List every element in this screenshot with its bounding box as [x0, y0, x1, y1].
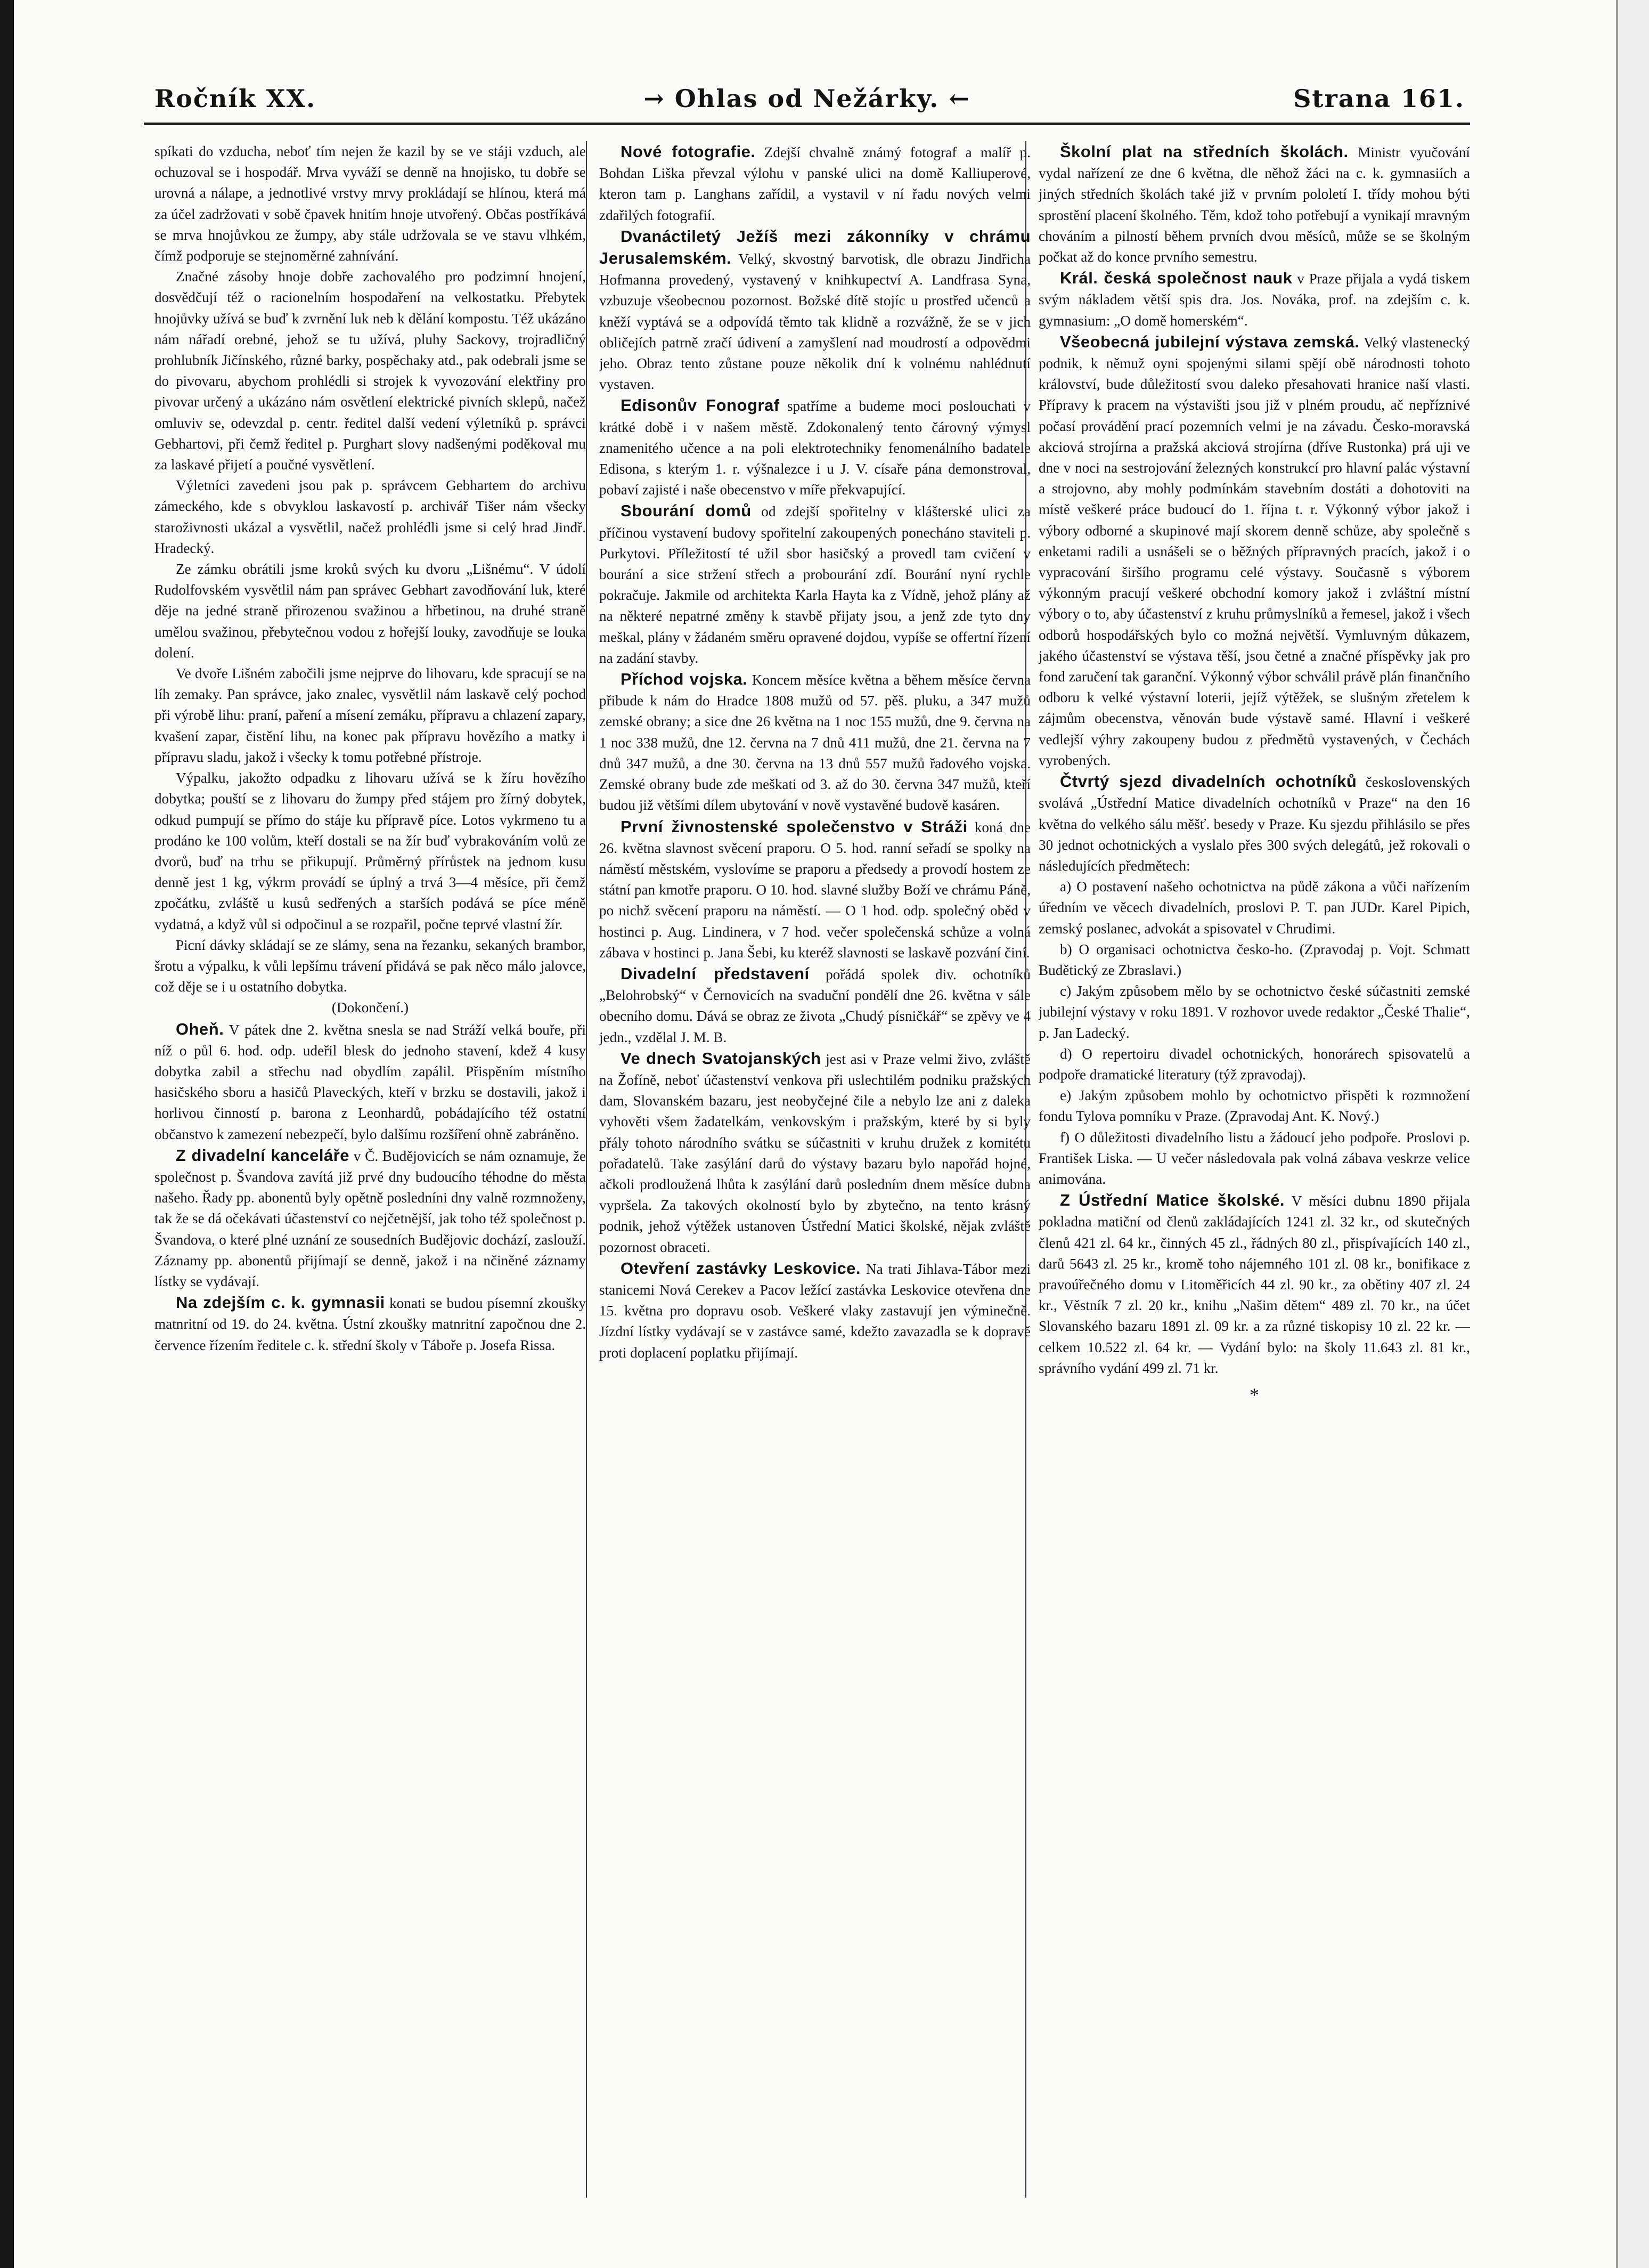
article-text: spíkati do vzducha, neboť tím nejen že kazil by se ve stáji vzduch, ale ochuzoval se i hospodář. Mrva vyváží se denně na hnojisko, tu dobře se urovná a nálape, a jednotlivé vrstvy mrvy prokládají se hlínou, která má za účel zadržovati v sobě čpavek hnitím hnoje utvořený. Občas postříkává se mrva hnojůvkou ze žumpy, aby stále udržovala se ve stavu vlhkém, čímž podporuje se stejnoměrné zahnívání. — [154, 143, 586, 264]
article-text: Na trati Jihlava-Tábor mezi stanicemi Nová Cerekev a Pacov ležící zastávka Leskovice otevřena dne 15. května pro dopravu osob. Veškeré vlaky zastavují jen výminečně. Jízdní lístky vydávají se v zastávce samé, kdežto zavazadla se k dopravě proti doplacení poplatku přijímají. — [599, 1261, 1031, 1361]
volume-label: Ročník XX. — [154, 84, 316, 113]
article-text: konati se budou písemní zkoušky matnritní od 19. do 24. května. Ústní zkoušky matnritní započnou dne 2. července řízením ředitele c. k. střední školy v Táboře p. Josefa Rissa. — [154, 1295, 586, 1353]
article-paragraph — [1039, 981, 1470, 1044]
article-text: jest asi v Praze velmi živo, zvláště na Žofíně, neboť účastenství venkova při uslechtilém podniku pražských dam, Slovanském bazaru, jest neobyčejné čile a nebylo lze ani z daleka vyhověti všem žadatelkám, venkovským i pražským, které by si byly přály tohoto národního svátku se súčastniti v kruhu družek z komitétu pořadatelů. Take zasýlání darů do výstavy bazaru bylo napořád hojné, ačkoli prodloužená lhůta k zasýlání darů posledním dnem měsíce dubna vypršela. Za takových okolností bylo by zbytečno, na tento krásný podnik, jehož výtěžek ustanoven Ústřední Matici školské, nějak zvláště pozornost obraceti. — [599, 1051, 1031, 1255]
header-rule — [144, 123, 1470, 125]
article-paragraph — [154, 266, 586, 475]
article-paragraph — [599, 226, 1031, 395]
article-headline: Na zdejším c. k. gymnasii — [176, 1293, 385, 1312]
article-text: Velký vlastenecký podnik, k němuž oyni spojenými silami spějí obě národnosti tohoto království, bude důležitostí svou daleko přesahovati hranice naší vlasti. Přípravy k pracem na výstavišti jsou již v plném proudu, ač nepříznivé počasí provádění prací pozemních velmi je na závadu. Česko-moravská akciová strojírna a pražská akciová strojírna (dříve Rustonka) prá uji ve dne v noci na sestrojování železných konstrukcí pro hlavní palác výstavní a strojovno, aby mohly podmínkám stavebním dostáti a dohotoviti na místě veškeré práce budoucí do 1. října t. r. Výkonný výbor jakož i výbory odborné a skupinové mají skorem denně schůze, aby společně s enketami radili a usnášeli se o běžných přípravných pracích, jakož i o vypracování širšího programu celé výstavy. Současně s výborem výkonným pracují veškeré obchodní komory jakož i zvláštní místní výbory o to, aby účastenství z kruhu průmyslníků a řemesel, jakož i všech odborů hospodářských bylo co možná největší. Vymluvným důkazem, jakého účastenství se výstava těší, jsou četné a značné příspěvky jak pro fond zaručení tak garanční. Výkonný výbor schválil právě plán finančního odboru k velké výstavní loterii, jejíž výtěžek, se slušným zřetelem k zájmům obecenstva, věnován bude výstavě samé. Hlavní i veškeré vedlejší výhry zakoupeny budou z předmětů vystavených, v Čechách vyrobených. — [1039, 334, 1470, 768]
article-paragraph — [154, 768, 586, 935]
article-text: c) Jakým způsobem mělo by se ochotnictvo české súčastniti zemské jubilejní výstavy v roku 1891. V rozhovor uvede redaktor „České Thalie“, p. Jan Ladecký. — [1039, 983, 1470, 1041]
article-text: b) O organisaci ochotnictva česko-ho. (Zpravodaj p. Vojt. Schmatt Budětický ze Zbraslavi.) — [1039, 941, 1470, 978]
article-headline: Z Ústřední Matice školské. — [1060, 1191, 1285, 1210]
article-paragraph — [1039, 1044, 1470, 1085]
end-mark: * — [1250, 1384, 1259, 1405]
article-headline: Všeobecná jubilejní výstava zemská. — [1060, 332, 1360, 351]
article-paragraph — [154, 935, 586, 998]
article-text: v Praze přijala a vydá tiskem svým nákladem větší spis dra. Jos. Nováka, prof. na zdejším c. k. gymnasium: „O domě homerském“. — [1039, 271, 1470, 329]
article-headline: Nové fotografie. — [621, 142, 756, 161]
article-paragraph — [599, 963, 1031, 1048]
article-paragraph — [154, 997, 586, 1018]
article-paragraph — [154, 141, 586, 266]
page-header — [144, 80, 1470, 117]
article-headline: Ve dnech Svatojanských — [621, 1048, 821, 1068]
article-text: v Č. Budějovicích se nám oznamuje, že společnost p. Švandova zavítá již prvé dny budoucího téhodne do města našeho. Řady pp. abonentů byly opětně posledníni dny valně rozmnoženy, tak že se dá očekávati účastenství co nejčetnější, jak toho též společnost p. Švandova, o které plné uznání ze sousedních Budějovic dochází, zaslouží. Záznamy pp. abonentů přijímají se denně, jakož i na nčiněné záznamy lístky se vydávají. — [154, 1148, 586, 1289]
article-text: Výpalku, jakožto odpadku z lihovaru užívá se k žíru hovězího dobytka; pouští se z lihovaru do žumpy před stájem pro žírný dobytek, odkud pumpují se přímo do stáje ku přípravě píce. Lotos vykrmeno tu a prodáno ke 100 volům, kteří dostali se na žír buď vybrakováním volů ze dvorů, buď na trhu se přikupují. Průměrný přírůstek na jednom kusu denně jest 1 kg, výkrm provádí se úplný a trvá 3—4 měsíce, při čemž zpočátku, zvláště u kusů sedřených a starších podává se píce méně vydatná, a když vůl si odpočinul a se rozpařil, počne teprvé vlastní žír. — [154, 770, 586, 932]
article-paragraph — [154, 1145, 586, 1292]
article-text: Velký, skvostný barvotisk, dle obrazu Jindřicha Hofmanna provedený, vystavený v knihkupectví A. Landfrasa Syna, vzbuzuje všeobecnou pozornost. Božské dítě stojíc u prostřed učenců a kněží vyptává se a odpovídá těmto tak klidně a rozvážně, že se v jich obličejích patrně zračí údivení a zamyšlení nad moudrostí a odpovědmi jeho. Obraz tento zůstane pouze několik dní k volnému nahlédnutí vystaven. — [599, 251, 1031, 393]
article-paragraph — [1039, 771, 1470, 876]
article-paragraph — [1039, 1085, 1470, 1127]
article-text: Značné zásoby hnoje dobře zachovalého pro podzimní hnojení, dosvědčují též o racionelním hospodaření na velkostatku. Přebytek hnojůvky užívá se buď k zvrnění luk neb k dělání kompostu. Též ukázáno nám nářadí orebné, jehož se tu užívá, pluhy Sackovy, trojradličný prohlubník Jičínského, různé barky, pospěchaky atd., pak odebrali jsme se do pivovaru, abychom prohlédli si strojek k vyvozování elektřiny pro pivovar určený a ukázáno nám osvětlení elektrické pivních sklepů, načež omluviv se, odevzdal p. centr. ředitel další vedení výletníků p. správci Gebhartovi, při čemž ředitel p. Purghart slovy nadšenými poděkoval mu za laskavé přijetí a poučné vysvětlení. — [154, 269, 586, 473]
article-text: Výletníci zavedeni jsou pak p. správcem Gebhartem do archivu zámeckého, kde s obvyklou laskavostí p. archivář Tišer nám všecky staroživnosti ukázal a vysvětlil, načež prohlédli jsme si celý hrad Jindř. Hradecký. — [154, 477, 586, 556]
column-divider — [586, 141, 587, 2198]
article-text: a) O postavení našeho ochotnictva na půdě zákona a vůči nařízením úředním ve věcech divadelních, proslovi P. T. pan JUDr. Karel Pipich, zemský poslanec, advokát a spisovatel v Chrudimi. — [1039, 879, 1470, 937]
article-headline: Edisonův Fonograf — [621, 396, 780, 415]
article-text: (Dokončení.) — [331, 999, 409, 1016]
article-text: československých svolává „Ústřední Matice divadelních ochotníků v Praze“ na den 16 května do velkého sálu měšť. besedy v Praze. Ku sjezdu přihlásilo se přes 30 jednot ochotnických a vyslalo přes 300 svých delegátů, jež rokovali o následujících předmětech: — [1039, 774, 1470, 874]
column-3 — [1039, 141, 1470, 2208]
article-text: koná dne 26. května slavnost svěcení praporu. O 5. hod. ranní seřadí se spolky na náměstí městském, vyslovíme se praporu a předsedy a provodí hostem ze státní pan kmotře praporu. O 10. hod. slavné služby Boží ve chrámu Páně, po nichž svěcení praporu na náměstí. — O 1 hod. odp. společný oběd v hostinci p. Aug. Lindinera, v 7 hod. večer společenská schůze a volná zábava v hostinci p. Jana Šebi, ku kteréž slavnosti se laskavě pozvání činí. — [599, 819, 1031, 961]
article-paragraph — [1039, 939, 1470, 981]
article-text: spatříme a budeme moci poslouchati v krátké době i v našem městě. Zdokonalený tento čárovný výmysl znamenitého učence a na poli elektrotechniky fenomenálního badatele Edisona, s kterým 1. r. výšnalezce i u J. V. císaře pána demonstroval, pobaví zajisté i naše obecenstvo v míře překvapující. — [599, 398, 1031, 498]
article-paragraph — [154, 663, 586, 768]
article-headline: Oheň. — [176, 1019, 224, 1038]
article-headline: Z divadelní kanceláře — [176, 1145, 350, 1165]
newspaper-title: → Ohlas od Nežárky. ← — [643, 84, 970, 113]
article-paragraph — [599, 1048, 1031, 1258]
article-paragraph — [154, 475, 586, 559]
article-paragraph — [154, 559, 586, 663]
article-text: e) Jakým způsobem mohlo by ochotnictvo přispěti k rozmnožení fondu Tylova pomníku v Praze. (Zpravodaj Ant. K. Nový.) — [1039, 1087, 1470, 1125]
article-text: pořádá spolek div. ochotníků „Belohrobský“ v Černovicích na svaduční pondělí dne 26. května v sále obecního domu. Dává se obraz ze života „Chudý písničkář“ se zpěvy ve 4 jedn., vzdělal J. M. B. — [599, 966, 1031, 1045]
article-headline: Otevření zastávky Leskovice. — [621, 1258, 861, 1278]
article-headline: Příchod vojska. — [621, 670, 748, 689]
article-text: Picní dávky skládají se ze slámy, sena na řezanku, sekaných brambor, šrotu a výpalku, k vůli lepšímu trávení přidává se pak něco málo jalovce, což děje se i u ostatního dobytka. — [154, 937, 586, 995]
article-paragraph — [1039, 267, 1470, 331]
column-2 — [599, 141, 1031, 2208]
article-text: Koncem měsíce května a během měsíce června přibude k nám do Hradce 1808 mužů od 57. pěš. pluku, a 347 mužů zemské obrany; a sice dne 26 května na 1 noc 155 mužů, dne 9. června na 1 noc 338 mužů, dne 12. června na 7 dnů 411 mužů, dne 21. června na 7 dnů 347 mužů, a dne 30. června na 13 dnů 557 mužů řadového vojska. Zemské obrany bude zde meškati od 3. až do 30. června 347 mužů, kteří budou již většími dílem ubytování v nově vystavěné budově kasáren. — [599, 672, 1031, 814]
article-paragraph — [1039, 1127, 1470, 1190]
article-headline: Sbourání domů — [621, 501, 752, 521]
article-paragraph — [1039, 1190, 1470, 1379]
article-text: Ministr vyučování vydal nařízení ze dne 6 května, dle něhož žáci na c. k. gymnasiích a jiných středních školách také již v prvním pololetí I. třídy mohou býti sprostění placení školného. Těm, kdož toho potřebují a vynikají mravným chováním a pilností během prvních dvou měsíců, může se se školným počkat až do konce prvního semestru. — [1039, 144, 1470, 265]
article-paragraph — [599, 816, 1031, 963]
article-paragraph — [1039, 141, 1470, 267]
article-headline: Divadelní představení — [621, 964, 810, 983]
article-headline: Školní plat na středních školách. — [1060, 142, 1349, 161]
article-paragraph — [599, 395, 1031, 500]
scan-border-left — [0, 0, 14, 2268]
article-text: Zdejší chvalně známý fotograf a malíř p. Bohdan Liška převzal výlohu v panské ulici na domě Kalliuperové, kteron tam p. Langhans zařídil, a vystavil v ní řadu nových velmi zdařilých fotografií. — [599, 144, 1031, 223]
article-text: V měsíci dubnu 1890 přijala pokladna matiční od členů zakládajících 1241 zl. 32 kr., od skutečných členů 421 zl. 64 kr., činných 45 zl., řádných 80 zl., přispívajících 140 zl., darů 5643 zl. 25 kr., kromě toho nájemného 101 zl. 08 kr., bonifikace z pravoúřečného domu v Litoměřicích 44 zl. 90 kr., za obětiny 407 zl. 24 kr., Věstník 7 zl. 20 kr., knihu „Našim dětem“ 489 zl. 70 kr., na účet Slovanského bazaru 1891 zl. 09 kr. a za různé tiskopisy 10 zl. 22 kr. — celkem 10.522 zl. 64 kr. — Vydání bylo: na školy 11.643 zl. 81 kr., správního vydání 499 zl. 71 kr. — [1039, 1193, 1470, 1376]
article-paragraph — [154, 1292, 586, 1356]
article-paragraph — [599, 500, 1031, 669]
article-paragraph — [599, 669, 1031, 816]
article-text: Ve dvoře Lišném zabočili jsme nejprve do lihovaru, kde spracují se na líh zemaky. Pan správce, jako znalec, vysvětlil nám laskavě celý pochod při výrobě lihu: praní, paření a mísení zemáku, přípravu a chlazení zapary, kvašení zapar, čistění lihu, na konec pak přípravu hovězího a matky i přípravu sladu, jakož i všecky k tomu potřebné přístroje. — [154, 665, 586, 765]
article-text: Ze zámku obrátili jsme kroků svých ku dvoru „Lišnému“. V údolí Rudolfovském vysvětlil nám pan správec Gebhart zavodňování luk, které děje na jedné straně přirozenou svažinou a hřbetinou, na druhé straně umělou svažinou, přebytečnou vodou z hořejší louky, zavodňuje se louka dolení. — [154, 561, 586, 661]
page-number: Strana 161. — [1293, 84, 1465, 113]
article-text: od zdejší spořitelny v klášterské ulici za příčinou vystavení budovy spořitelní zakoupených ponecháno staviteli p. Purkytovi. Příležitostí té užil sbor hasičský a provedl tam cvičení v bourání a sice stržení střech a probourání zdí. Bourání nyní rychle pokračuje. Jakmile od architekta Karla Hayta ka z Vídně, jehož plány až na některé nepatrné změny k stavbě přijaty jsou, a jenž zde tyto dny meškal, plány v žádaném směru opravené dojdou, vypíše se offertní řízení na zadání stavby. — [599, 503, 1031, 666]
article-paragraph — [599, 1258, 1031, 1363]
article-text: d) O repertoiru divadel ochotnických, honorárech spisovatelů a podpoře dramatické literatury (týž zpravodaj). — [1039, 1045, 1470, 1083]
article-paragraph — [154, 1019, 586, 1145]
column-1 — [154, 141, 586, 2208]
article-headline: Král. česká společnost nauk — [1060, 269, 1293, 288]
article-text: f) O důležitosti divadelního listu a žádoucí jeho podpoře. Proslovi p. František Liska. — U večer následovala pak volná zábava veskrze velice animována. — [1039, 1129, 1470, 1187]
article-headline: Dvanáctiletý Ježíš mezi zákonníky v chrámu Jerusalemském. — [599, 226, 1031, 268]
scan-border-right — [1616, 0, 1649, 2268]
article-paragraph — [599, 141, 1031, 226]
article-text: V pátek dne 2. května snesla se nad Stráží velká bouře, při níž o půl 6. hod. odp. udeřil blesk do jednoho stavení, kdež 4 kusy dobytka zabil a střechu nad obydlím zapálil. Přispěním místního hasičského sboru a hasičů Plaveckých, kteří v brzku se dostavili, jakož i horlivou činností p. barona z Leonhardů, pobádajícího též ostatní občanstvo k zamezení nebezpečí, bylo dalšímu rozšíření ohně zabráněno. — [154, 1021, 586, 1142]
article-headline: První živnostenské společenstvo v Stráži — [621, 817, 968, 836]
article-headline: Čtvrtý sjezd divadelních ochotníků — [1060, 772, 1357, 791]
article-paragraph — [1039, 331, 1470, 771]
article-paragraph — [1039, 876, 1470, 939]
